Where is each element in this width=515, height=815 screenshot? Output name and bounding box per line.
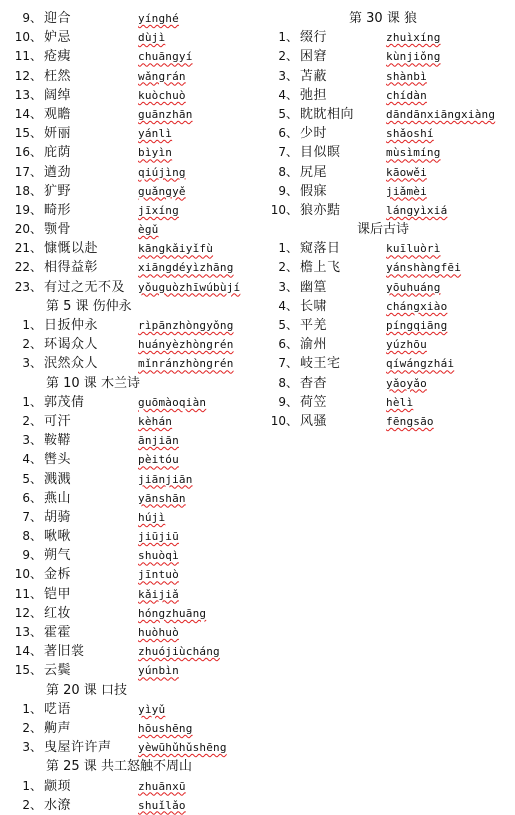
entry-pinyin: ègǔ <box>138 223 159 237</box>
entry-number: 6、 <box>278 126 298 141</box>
vocab-entry <box>6 393 264 412</box>
vocab-entry <box>268 143 512 162</box>
entry-pinyin: chángxiào <box>386 299 448 313</box>
vocab-entry <box>268 412 512 431</box>
vocab-entry <box>6 565 264 584</box>
entry-number: 3、 <box>22 433 42 448</box>
vocab-entry <box>268 182 512 201</box>
entry-pinyin: yǎoyǎo <box>386 376 427 390</box>
entry-pinyin: yìyǔ <box>138 702 166 716</box>
entry-pinyin: yínghé <box>138 12 179 25</box>
entry-pinyin: yánlì <box>138 127 173 141</box>
entry-number: 4、 <box>278 87 298 102</box>
vocab-entry <box>6 796 264 815</box>
entry-word: 颚骨 <box>44 222 72 238</box>
entry-word: 妒忌 <box>44 30 72 46</box>
entry-word: 燕山 <box>44 490 72 506</box>
entry-word: 假寐 <box>300 183 328 199</box>
entry-word: 水潦 <box>44 797 72 813</box>
vocab-entry <box>268 297 512 316</box>
entry-word: 苫蔽 <box>300 68 328 84</box>
entry-number: 11、 <box>14 49 42 64</box>
vocab-entry <box>6 412 264 431</box>
vocab-entry <box>6 489 264 508</box>
vocab-entry <box>6 47 264 66</box>
entry-pinyin: jiūjiū <box>138 530 179 544</box>
entry-pinyin: shǎoshí <box>386 127 434 141</box>
vocab-entry <box>268 278 512 297</box>
entry-pinyin: yánshàngfēi <box>386 261 462 275</box>
entry-word: 著旧裳 <box>44 644 85 660</box>
vocab-entry <box>268 393 512 412</box>
vocab-entry <box>268 67 512 86</box>
entry-number: 11、 <box>14 586 42 601</box>
entry-word: 庇荫 <box>44 145 72 161</box>
vocab-entry <box>6 278 264 297</box>
vocab-entry <box>6 738 264 757</box>
vocab-entry <box>6 143 264 162</box>
entry-pinyin: mùsìmíng <box>386 146 441 160</box>
entry-word: 缀行 <box>300 30 328 46</box>
entry-pinyin: píngqiāng <box>386 319 448 332</box>
entry-pinyin: yānshān <box>138 491 186 505</box>
entry-word: 尻尾 <box>300 164 328 180</box>
entry-number: 7、 <box>278 356 298 371</box>
right-column <box>268 9 512 431</box>
entry-word: 相得益彰 <box>44 260 99 276</box>
entry-pinyin: shuǐlǎo <box>138 798 186 812</box>
entry-pinyin: xiāngdéyìzhāng <box>138 261 234 275</box>
vocab-entry <box>268 316 512 335</box>
entry-pinyin: huányèzhòngrén <box>138 338 234 352</box>
entry-word: 渝州 <box>300 337 328 353</box>
entry-pinyin: yǒuguòzhīwúbùjí <box>138 280 241 294</box>
entry-number: 9、 <box>22 548 42 563</box>
entry-number: 2、 <box>22 413 42 428</box>
vocab-entry <box>6 258 264 277</box>
entry-pinyin: hóngzhuāng <box>138 606 207 620</box>
entry-number: 1、 <box>22 778 42 793</box>
entry-pinyin: guānzhān <box>138 107 193 121</box>
entry-word: 眈眈相向 <box>300 106 355 122</box>
vocab-entry <box>6 450 264 469</box>
entry-number: 9、 <box>22 11 42 25</box>
entry-number: 1、 <box>22 394 42 409</box>
entry-pinyin: guǎngyě <box>138 184 186 198</box>
entry-word: 颛顼 <box>44 778 72 794</box>
vocab-entry <box>268 47 512 66</box>
vocab-entry <box>6 316 264 335</box>
lesson-heading: 第 5 课 伤仲永 <box>46 298 132 314</box>
entry-number: 10、 <box>14 567 42 582</box>
entry-number: 1、 <box>22 701 42 716</box>
vocab-entry <box>6 220 264 239</box>
vocab-entry <box>268 335 512 354</box>
entry-word: 平羌 <box>300 318 328 333</box>
entry-word: 有过之无不及 <box>44 279 126 295</box>
entry-number: 21、 <box>14 241 42 256</box>
vocab-entry <box>6 470 264 489</box>
entry-pinyin: fēngsāo <box>386 414 434 428</box>
entry-pinyin: hèlì <box>386 395 414 409</box>
vocab-entry <box>6 182 264 201</box>
vocab-entry <box>6 642 264 661</box>
entry-pinyin: shuòqì <box>138 549 179 563</box>
entry-pinyin: jīxíng <box>138 203 179 217</box>
entry-pinyin: zhuójiùcháng <box>138 645 220 659</box>
entry-pinyin: ānjiān <box>138 434 179 448</box>
entry-number: 10、 <box>270 413 298 428</box>
entry-number: 9、 <box>278 394 298 409</box>
vocab-entry <box>268 86 512 105</box>
entry-number: 5、 <box>278 318 298 332</box>
entry-number: 15、 <box>14 126 42 141</box>
entry-word: 金柝 <box>44 567 72 583</box>
entry-number: 22、 <box>14 260 42 275</box>
entry-word: 呓语 <box>44 701 72 717</box>
entry-number: 2、 <box>22 797 42 812</box>
entry-number: 19、 <box>14 202 42 217</box>
entry-number: 12、 <box>14 605 42 620</box>
entry-number: 23、 <box>14 279 42 294</box>
vocab-entry <box>268 201 512 220</box>
entry-word: 荷笠 <box>300 394 328 410</box>
entry-number: 9、 <box>278 183 298 198</box>
vocab-entry <box>6 105 264 124</box>
entry-word: 犷野 <box>44 183 72 199</box>
entry-pinyin: hújì <box>138 510 166 524</box>
entry-word: 檐上飞 <box>300 260 341 276</box>
vocab-entry <box>268 28 512 47</box>
entry-pinyin: lángyìxiá <box>386 203 448 217</box>
entry-number: 1、 <box>278 30 298 45</box>
entry-number: 18、 <box>14 183 42 198</box>
entry-pinyin: hōushēng <box>138 721 193 735</box>
vocab-entry <box>6 661 264 680</box>
entry-pinyin: qiújìng <box>138 165 186 179</box>
entry-word: 风骚 <box>300 413 328 429</box>
vocab-entry <box>6 9 264 28</box>
entry-number: 6、 <box>22 490 42 505</box>
entry-number: 1、 <box>278 241 298 256</box>
entry-pinyin: chuāngyí <box>138 50 193 64</box>
entry-number: 13、 <box>14 87 42 102</box>
vocab-entry <box>6 239 264 258</box>
entry-number: 3、 <box>278 68 298 83</box>
entry-number: 5、 <box>278 106 298 121</box>
entry-number: 5、 <box>22 471 42 486</box>
entry-number: 3、 <box>22 356 42 371</box>
entry-pinyin: jiānjiān <box>138 472 193 486</box>
vocab-entry <box>6 335 264 354</box>
entry-word: 妍丽 <box>44 126 72 142</box>
entry-pinyin: pèitóu <box>138 453 179 467</box>
entry-word: 弛担 <box>300 87 328 103</box>
entry-number: 7、 <box>22 509 42 524</box>
entry-word: 畸形 <box>44 202 72 218</box>
entry-number: 3、 <box>22 740 42 755</box>
vocab-entry <box>268 374 512 393</box>
entry-word: 枉然 <box>44 68 72 84</box>
entry-word: 困窘 <box>300 49 328 65</box>
entry-word: 少时 <box>300 126 328 142</box>
entry-word: 朔气 <box>44 548 72 564</box>
entry-number: 2、 <box>22 720 42 735</box>
entry-word: 郭茂倩 <box>44 394 85 410</box>
entry-word: 目似瞑 <box>300 145 341 161</box>
entry-word: 啾啾 <box>44 529 72 545</box>
entry-word: 铠甲 <box>44 586 72 602</box>
entry-pinyin: zhuìxíng <box>386 31 441 45</box>
lesson-heading: 课后古诗 <box>356 222 409 238</box>
entry-number: 4、 <box>22 452 42 467</box>
entry-pinyin: qíwángzhái <box>386 357 455 371</box>
entry-pinyin: yúzhōu <box>386 338 427 352</box>
entry-word: 狼亦黠 <box>300 202 341 218</box>
entry-word: 日扳仲永 <box>44 318 99 333</box>
entry-pinyin: kuīluòrì <box>386 242 441 256</box>
entry-number: 1、 <box>22 318 42 332</box>
entry-pinyin: wǎngrán <box>138 69 186 83</box>
entry-number: 12、 <box>14 68 42 83</box>
vocab-entry <box>6 546 264 565</box>
vocab-entry <box>6 585 264 604</box>
entry-word: 环谒众人 <box>44 337 99 353</box>
entry-word: 迎合 <box>44 11 72 26</box>
entry-pinyin: huòhuò <box>138 626 179 639</box>
entry-pinyin: kùnjiǒng <box>386 50 441 64</box>
entry-word: 慷慨以赴 <box>44 241 99 257</box>
entry-pinyin: jīntuò <box>138 568 179 582</box>
entry-pinyin: kāngkǎiyǐfù <box>138 242 214 256</box>
vocab-entry <box>6 719 264 738</box>
entry-pinyin: jiǎmèi <box>386 184 427 198</box>
entry-pinyin: dùjì <box>138 31 166 45</box>
left-column <box>6 9 264 815</box>
entry-word: 曳屋许许声 <box>44 740 112 756</box>
entry-number: 3、 <box>278 279 298 294</box>
vocab-entry <box>268 163 512 182</box>
entry-word: 岐王宅 <box>300 356 341 372</box>
vocab-entry <box>6 124 264 143</box>
entry-pinyin: zhuānxū <box>138 779 186 793</box>
entry-number: 2、 <box>22 337 42 352</box>
entry-pinyin: kāowěi <box>386 165 427 179</box>
entry-pinyin: kǎijiǎ <box>138 587 179 601</box>
entry-pinyin: kèhán <box>138 414 173 428</box>
entry-number: 10、 <box>270 202 298 217</box>
entry-number: 8、 <box>278 375 298 390</box>
entry-word: 齁声 <box>44 720 72 736</box>
entry-word: 杳杳 <box>300 375 328 391</box>
vocab-entry <box>268 124 512 143</box>
entry-pinyin: shànbì <box>386 69 427 83</box>
entry-word: 云鬓 <box>44 663 72 679</box>
lesson-heading: 第 20 课 口技 <box>46 682 127 698</box>
vocab-entry <box>268 105 512 124</box>
vocab-entry <box>6 67 264 86</box>
entry-number: 8、 <box>22 529 42 544</box>
lesson-heading: 第 25 课 共工怒触不周山 <box>46 759 192 775</box>
entry-pinyin: kuòchuò <box>138 88 186 102</box>
entry-word: 阔绰 <box>44 87 72 103</box>
entry-number: 14、 <box>14 106 42 121</box>
entry-number: 13、 <box>14 625 42 639</box>
entry-number: 10、 <box>14 30 42 45</box>
vocab-entry <box>6 777 264 796</box>
entry-pinyin: bìyìn <box>138 146 173 160</box>
vocab-entry <box>268 239 512 258</box>
entry-pinyin: yúnbìn <box>138 664 179 678</box>
vocab-entry <box>6 163 264 182</box>
entry-number: 4、 <box>278 298 298 313</box>
entry-word: 霍霍 <box>44 625 72 640</box>
entry-pinyin: mǐnránzhòngrén <box>138 357 234 371</box>
vocab-entry <box>6 201 264 220</box>
vocab-entry <box>6 700 264 719</box>
entry-number: 17、 <box>14 164 42 179</box>
entry-word: 遒劲 <box>44 164 72 180</box>
lesson-heading: 第 10 课 木兰诗 <box>46 375 140 391</box>
entry-word: 观瞻 <box>44 106 72 122</box>
entry-word: 长啸 <box>300 298 328 314</box>
entry-number: 2、 <box>278 49 298 64</box>
entry-word: 胡骑 <box>44 509 72 525</box>
entry-word: 溅溅 <box>44 471 72 487</box>
entry-word: 窥落日 <box>300 241 341 257</box>
lesson-heading: 第 30 课 狼 <box>349 11 417 26</box>
entry-word: 辔头 <box>44 452 72 468</box>
entry-word: 泯然众人 <box>44 356 99 372</box>
entry-number: 15、 <box>14 663 42 678</box>
entry-word: 疮痍 <box>44 49 72 65</box>
vocab-entry <box>6 527 264 546</box>
entry-number: 2、 <box>278 260 298 275</box>
vocab-entry <box>6 431 264 450</box>
vocab-entry <box>268 258 512 277</box>
vocab-entry <box>6 508 264 527</box>
entry-number: 6、 <box>278 337 298 352</box>
entry-pinyin: yèwūhǔhǔshēng <box>138 741 227 755</box>
entry-number: 14、 <box>14 644 42 659</box>
entry-pinyin: yōuhuáng <box>386 280 441 294</box>
entry-pinyin: dāndānxiāngxiàng <box>386 107 496 121</box>
vocab-entry <box>6 623 264 642</box>
entry-number: 8、 <box>278 164 298 179</box>
entry-word: 幽篁 <box>300 279 328 295</box>
entry-pinyin: chídàn <box>386 88 427 102</box>
vocab-entry <box>6 86 264 105</box>
entry-word: 红妆 <box>44 605 72 621</box>
entry-word: 可汗 <box>44 413 72 429</box>
vocab-entry <box>268 354 512 373</box>
vocab-entry <box>6 28 264 47</box>
vocab-entry <box>6 354 264 373</box>
vocab-entry <box>6 604 264 623</box>
entry-pinyin: rìpānzhòngyǒng <box>138 319 234 332</box>
entry-word: 鞍鞯 <box>44 433 72 449</box>
entry-number: 7、 <box>278 145 298 160</box>
entry-number: 20、 <box>14 222 42 237</box>
entry-number: 16、 <box>14 145 42 160</box>
entry-pinyin: guōmàoqiàn <box>138 395 207 409</box>
